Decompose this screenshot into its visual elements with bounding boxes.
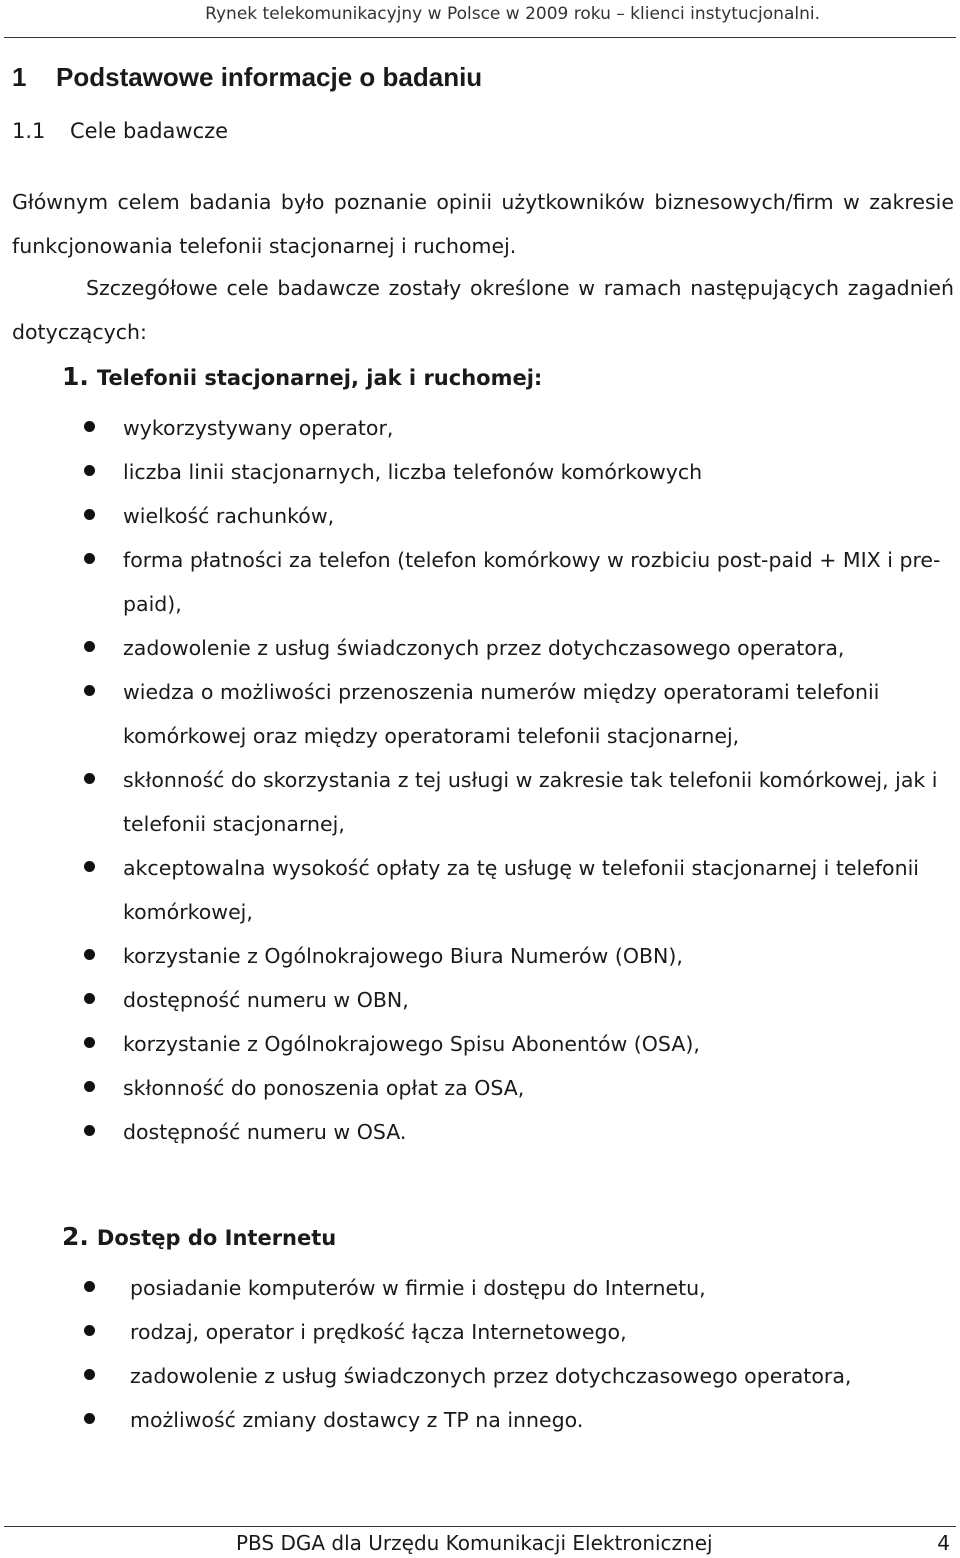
list-item-text: wielkość rachunków, <box>123 504 335 528</box>
bullet-icon <box>84 861 95 872</box>
bullet-icon <box>84 509 95 520</box>
bullet-icon <box>84 1081 95 1092</box>
list-item-text: zadowolenie z usług świadczonych przez dotychczasowego operatora, <box>130 1364 852 1388</box>
list-item-text: zadowolenie z usług świadczonych przez dotychczasowego operatora, <box>123 636 845 660</box>
list-item <box>80 1310 950 1354</box>
list-item <box>80 846 950 934</box>
list-item-text: możliwość zmiany dostawcy z TP na innego. <box>130 1408 584 1432</box>
topic-number: 1. <box>62 362 89 391</box>
bullet-icon <box>84 773 95 784</box>
list-item <box>80 670 950 758</box>
section-heading <box>12 119 228 143</box>
list-item-text: wykorzystywany operator, <box>123 416 394 440</box>
list-item-text: posiadanie komputerów w firmie i dostępu do Internetu, <box>130 1276 706 1300</box>
topic-heading-2 <box>62 1222 336 1251</box>
chapter-number: 1 <box>12 62 27 92</box>
list-item-text: korzystanie z Ogólnokrajowego Spisu Abonentów (OSA), <box>123 1032 700 1056</box>
bullet-icon <box>84 1369 95 1380</box>
list-item <box>80 1398 950 1442</box>
bullet-icon <box>84 641 95 652</box>
bullet-icon <box>84 553 95 564</box>
topic-title: Dostęp do Internetu <box>96 1226 337 1250</box>
section-number: 1.1 <box>12 119 46 143</box>
list-item <box>80 934 950 978</box>
bullet-icon <box>84 1037 95 1048</box>
list-item-text: rodzaj, operator i prędkość łącza Internetowego, <box>130 1320 627 1344</box>
list-item <box>80 450 950 494</box>
list-item-text: forma płatności za telefon (telefon komórkowy w rozbiciu post-paid + MIX i pre-paid), <box>123 548 941 616</box>
list-item <box>80 1066 950 1110</box>
topic-1-list <box>80 406 950 1154</box>
topic-heading-1 <box>62 362 542 391</box>
bullet-icon <box>84 1325 95 1336</box>
bullet-icon <box>84 465 95 476</box>
intro-paragraph: Głównym celem badania było poznanie opinii użytkowników biznesowych/firm w zakresie funkcjonowania telefonii stacjonarnej i ruchomej. <box>12 190 954 258</box>
bullet-icon <box>84 421 95 432</box>
bullet-icon <box>84 949 95 960</box>
detail-paragraph <box>12 266 954 354</box>
bullet-icon <box>84 1413 95 1424</box>
list-item-text: liczba linii stacjonarnych, liczba telefonów komórkowych <box>123 460 703 484</box>
footer-text: PBS DGA dla Urzędu Komunikacji Elektronicznej <box>236 1531 713 1555</box>
running-header: Rynek telekomunikacyjny w Polsce w 2009 roku – klienci instytucjonalni. <box>205 4 820 24</box>
footer-rule <box>4 1526 956 1527</box>
bullet-icon <box>84 1125 95 1136</box>
bullet-icon <box>84 1281 95 1292</box>
chapter-heading <box>12 62 482 93</box>
section-title: Cele badawcze <box>70 119 229 143</box>
list-item-text: dostępność numeru w OBN, <box>123 988 409 1012</box>
list-item <box>80 978 950 1022</box>
bullet-icon <box>84 993 95 1004</box>
topic-2-list <box>80 1266 950 1442</box>
list-item-text: skłonność do skorzystania z tej usługi w zakresie tak telefonii komórkowej, jak i telefonii stacjonarnej, <box>123 768 938 836</box>
list-item-text: wiedza o możliwości przenoszenia numerów między operatorami telefonii komórkowej oraz między operatorami telefonii stacjonarnej, <box>123 680 880 748</box>
page-number: 4 <box>937 1531 950 1555</box>
topic-title: Telefonii stacjonarnej, jak i ruchomej: <box>96 366 543 390</box>
header-rule <box>4 37 956 38</box>
bullet-icon <box>84 685 95 696</box>
chapter-title: Podstawowe informacje o badaniu <box>56 62 483 92</box>
list-item <box>80 1110 950 1154</box>
list-item-text: korzystanie z Ogólnokrajowego Biura Numerów (OBN), <box>123 944 683 968</box>
list-item <box>80 538 950 626</box>
list-item <box>80 758 950 846</box>
list-item-text: akceptowalna wysokość opłaty za tę usługę w telefonii stacjonarnej i telefonii komórkowej, <box>123 856 919 924</box>
list-item <box>80 626 950 670</box>
topic-number: 2. <box>62 1222 89 1251</box>
list-item <box>80 1354 950 1398</box>
list-item <box>80 1022 950 1066</box>
list-item <box>80 406 950 450</box>
list-item <box>80 494 950 538</box>
list-item-text: skłonność do ponoszenia opłat za OSA, <box>123 1076 525 1100</box>
list-item <box>80 1266 950 1310</box>
list-item-text: dostępność numeru w OSA. <box>123 1120 407 1144</box>
detail-paragraph-text: Szczegółowe cele badawcze zostały określone w ramach następujących zagadnień dotyczących: <box>12 276 954 344</box>
